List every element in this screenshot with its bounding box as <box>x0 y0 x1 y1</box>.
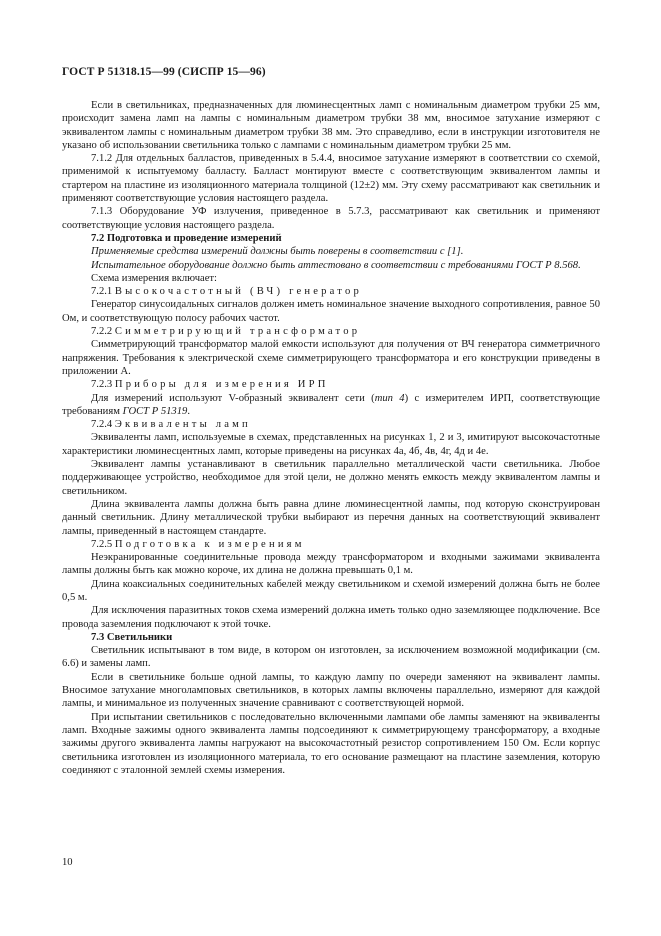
heading-number: 7.2.1 <box>91 286 113 298</box>
paragraph: 7.1.2 Для отдельных балластов, приведенных в 5.4.4, вносимое затухание измеряют в соответствии со схемой, применимой к испытуемому балласту. Балласт монтируют вместе с соответствующим эквивалентом лампы и стартером на пластине из изоляционного материала толщиной (12±2) мм. Эту схему рассматривают как светильник и применяют соответствующие условия настоящего раздела. <box>62 153 600 205</box>
paragraph <box>62 392 600 419</box>
section-heading-7-2: 7.2 Подготовка и проведение измерений <box>91 232 282 244</box>
heading-number: 7.2.2 <box>91 326 113 338</box>
paragraph: Эквивалент лампы устанавливают в светильник параллельно металлической части светильника. Любое поддерживающее устройство, необходимое для этой цели, не должно менять емкость между эквивалентом лампы и светильником. <box>62 459 600 497</box>
heading-text: Симметрирующий трансформатор <box>114 326 361 338</box>
text-run: ) с измерителем ИРП, соответствующие требованиям <box>62 392 601 417</box>
text-run: тип 4 <box>374 392 405 404</box>
paragraph: Если в светильнике больше одной лампы, то каждую лампу по очереди заменяют на эквивалент лампы. Вносимое затухание многоламповых светильников, в которых лампы включены параллельно, измеряют для каждой лампы, и минимальное из полученных значение сравнивают с соответствующей нормой. <box>62 671 600 710</box>
paragraph: Длина эквивалента лампы должна быть равна длине люминесцентной лампы, под которую сконструирован данный светильник. Длину металлической трубки выбирают из перечня данных на соответствующий эквивалент лампы, приведенный в настоящем стандарте. <box>62 498 600 537</box>
document-body <box>62 99 600 777</box>
subsection-heading-7-2-4 <box>62 418 600 431</box>
paragraph: Длина коаксиальных соединительных кабелей между светильником и схемой измерений должна быть не более 0,5 м. <box>62 578 600 603</box>
paragraph: Симметрирующий трансформатор малой емкости используют для получения от ВЧ генератора симметричного напряжения. Требования к электрической схеме симметрирующего трансформатора и его конструкции приведены в приложении А. <box>62 339 600 377</box>
heading-number: 7.2.5 <box>91 538 113 550</box>
subsection-heading-7-2-1 <box>62 285 600 298</box>
paragraph: Генератор синусоидальных сигналов должен иметь номинальное значение выходного сопротивления, равное 50 Ом, и соответствующую полосу рабочих частот. <box>62 299 600 324</box>
paragraph: При испытании светильников с последовательно включенными лампами обе лампы заменяют на эквиваленты ламп. Входные зажимы одного эквивалента лампы подсоединяют к симметрирующему трансформатору, а входные зажимы другого эквивалента лампы нагружают на высокочастотный резистор сопротивлением 150 Ом. Если корпус светильника изготовлен из изоляционного материала, то его основание размещают на пластине заземления, которую соединяют с эталонной землей схемы измерения. <box>62 711 600 776</box>
heading-text: Приборы для измерения ИРП <box>114 379 329 391</box>
page-header: ГОСТ Р 51318.15—99 (СИСПР 15—96) <box>62 66 266 78</box>
section-heading-7-3: 7.3 Светильники <box>91 631 173 643</box>
heading-text: Подготовка к измерениям <box>114 538 305 550</box>
heading-number: 7.2.4 <box>91 419 113 431</box>
paragraph: Испытательное оборудование должно быть аттестовано в соответствии с требованиями ГОСТ Р 8.568. <box>91 259 581 271</box>
heading-number: 7.2.3 <box>91 379 113 391</box>
subsection-heading-7-2-5 <box>62 538 600 551</box>
text-run: Для измерений используют V-образный эквивалент сети ( <box>91 392 375 404</box>
paragraph: Неэкранированные соединительные провода между трансформатором и входными зажимами эквивалента лампы должны быть как можно короче, их длина не должна превышать 0,1 м. <box>62 552 600 577</box>
paragraph: Схема измерения включает: <box>91 272 218 284</box>
paragraph: Если в светильниках, предназначенных для люминесцентных ламп с номинальным диаметром трубки 25 мм, происходит замена ламп на лампы с номинальным диаметром трубки 38 мм, вносимое затухание измеряют с эквивалентом лампы с номинальным диаметром трубки 38 мм. Это справедливо, если в инструкции изготовителя не указано об использовании светильника только с лампами с номинальным диаметром трубки 25 мм. <box>62 100 600 151</box>
paragraph: Эквиваленты ламп, используемые в схемах, представленных на рисунках 1, 2 и 3, имитируют высокочастотные характеристики люминесцентных ламп, которые приведены на рисунках 4а, 4б, 4в, 4г, 4д и 4е. <box>62 432 600 457</box>
heading-text: Эквиваленты ламп <box>114 419 251 431</box>
standard-reference: ГОСТ Р 51319 <box>122 405 188 417</box>
paragraph: 7.1.3 Оборудование УФ излучения, приведенное в 5.7.3, рассматривают как светильник и применяют соответствующие условия настоящего раздела. <box>62 206 600 231</box>
paragraph: Применяемые средства измерений должны быть поверены в соответствии с [1]. <box>91 246 464 258</box>
subsection-heading-7-2-2 <box>62 325 600 338</box>
page-number: 10 <box>62 857 73 868</box>
text-run: . <box>187 405 190 417</box>
paragraph: Светильник испытывают в том виде, в котором он изготовлен, за исключением возможной модификации (см. 6.6) и замены ламп. <box>62 645 600 670</box>
subsection-heading-7-2-3 <box>62 378 600 391</box>
paragraph: Для исключения паразитных токов схема измерений должна иметь только одно заземляющее подключение. Все провода заземления подключают к этой точке. <box>62 605 600 630</box>
heading-text: Высокочастотный (ВЧ) генератор <box>114 286 362 298</box>
